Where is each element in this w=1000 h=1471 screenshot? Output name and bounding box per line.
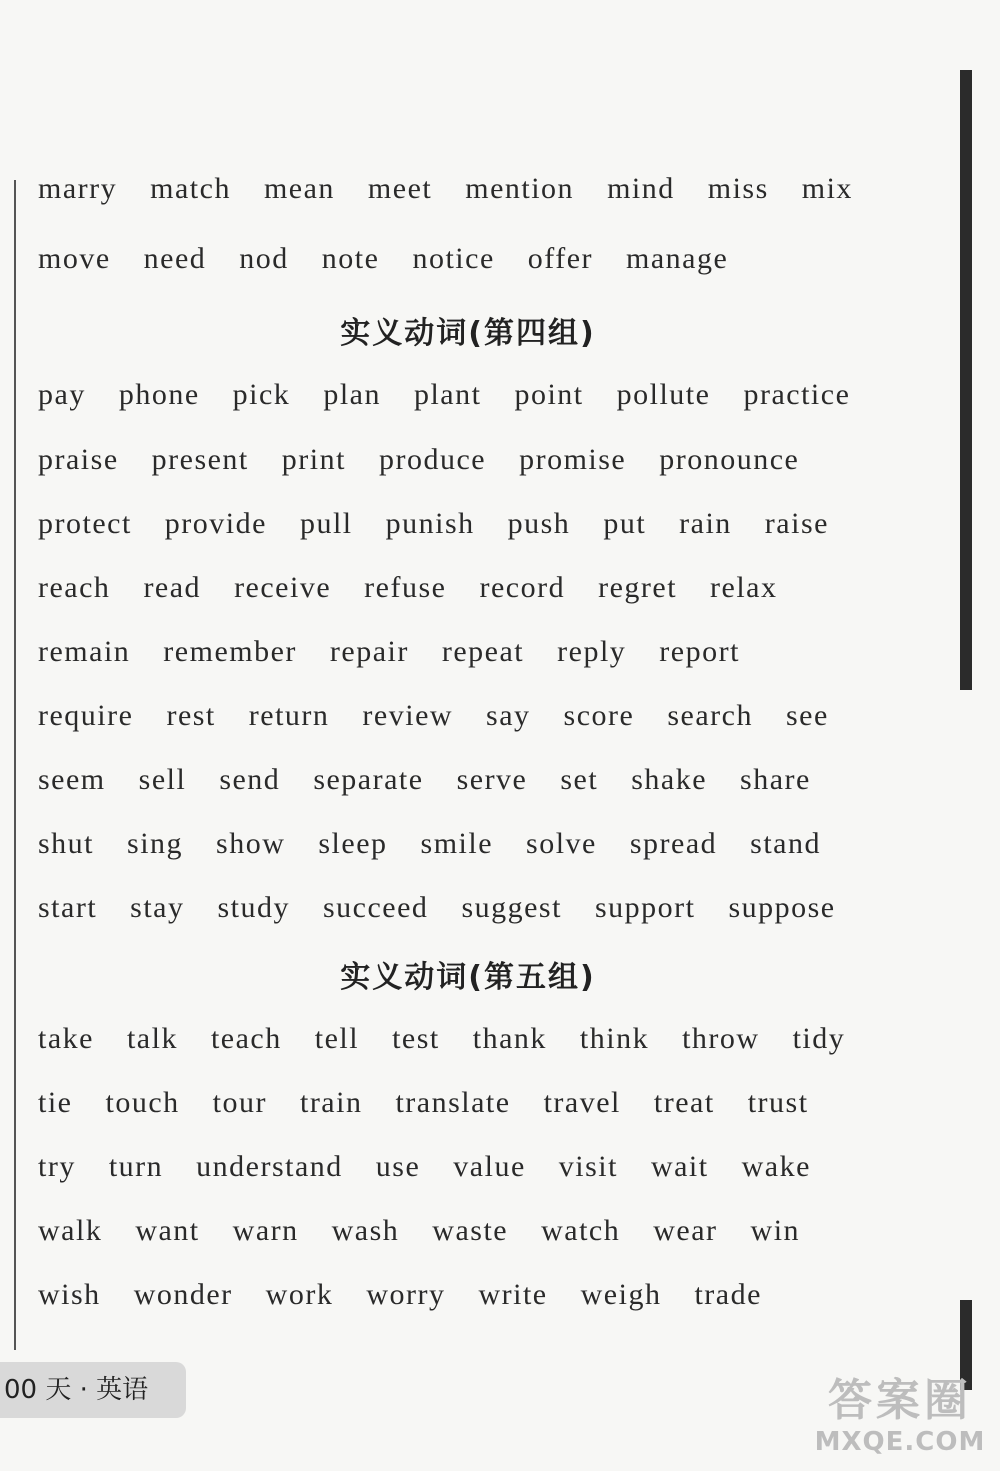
word-item: teach (210, 1022, 282, 1055)
word-item: want (135, 1214, 200, 1247)
word-item: refuse (364, 571, 447, 604)
word-item: relax (710, 571, 778, 604)
word-item: suppose (728, 891, 836, 924)
word-item: tour (212, 1086, 267, 1119)
word-item: shut (38, 827, 95, 860)
word-item: stand (750, 827, 821, 860)
word-row (38, 1278, 898, 1312)
word-item: sell (138, 763, 187, 796)
word-item: mix (801, 172, 853, 205)
heading-group-5: 实义动词(第五组) (340, 960, 596, 995)
word-item: send (219, 763, 281, 796)
word-item: test (392, 1022, 440, 1055)
word-item: talk (126, 1022, 178, 1055)
word-item: win (750, 1214, 801, 1247)
word-item: match (150, 172, 231, 205)
word-item: tie (38, 1086, 73, 1119)
word-item: smile (420, 827, 494, 860)
word-item: succeed (323, 891, 429, 924)
word-item: think (579, 1022, 650, 1055)
word-row (38, 763, 898, 797)
word-item: phone (118, 378, 200, 411)
word-row (38, 172, 898, 206)
word-item: plant (413, 378, 482, 411)
word-item: shake (631, 763, 708, 796)
word-item: review (362, 699, 454, 732)
word-item: pay (38, 378, 86, 411)
word-item: mind (607, 172, 675, 205)
word-item: treat (653, 1086, 715, 1119)
word-item: pronounce (659, 443, 800, 476)
word-item: pull (299, 507, 353, 540)
word-item: walk (38, 1214, 103, 1247)
word-item: work (265, 1278, 334, 1311)
word-item: sing (127, 827, 184, 860)
heading-group-4: 实义动词(第四组) (340, 316, 596, 351)
word-item: remain (38, 635, 131, 668)
word-item: set (560, 763, 599, 796)
word-item: stay (130, 891, 185, 924)
word-item: write (478, 1278, 548, 1311)
word-item: share (740, 763, 811, 796)
word-item: wear (653, 1214, 718, 1247)
word-item: marry (38, 172, 118, 205)
word-item: nod (239, 242, 289, 275)
word-item: sleep (318, 827, 388, 860)
word-item: travel (543, 1086, 621, 1119)
word-item: tell (314, 1022, 360, 1055)
word-item: trust (747, 1086, 809, 1119)
word-item: solve (526, 827, 597, 860)
word-item: pick (232, 378, 291, 411)
word-item: turn (108, 1150, 164, 1183)
word-row (38, 507, 898, 541)
word-item: take (38, 1022, 94, 1055)
word-item: rain (679, 507, 732, 540)
word-item: warn (232, 1214, 299, 1247)
word-item: trade (694, 1278, 762, 1311)
word-item: note (321, 242, 380, 275)
word-item: wake (741, 1150, 811, 1183)
watermark-top-text: 答案圈 (828, 1375, 972, 1426)
word-row (38, 699, 898, 733)
word-item: see (785, 699, 829, 732)
word-row (38, 827, 898, 861)
word-row (38, 571, 898, 605)
word-item: watch (541, 1214, 621, 1247)
word-item: reply (557, 635, 627, 668)
word-item: understand (196, 1150, 343, 1183)
word-item: miss (707, 172, 769, 205)
word-item: wash (331, 1214, 400, 1247)
word-item: repeat (441, 635, 525, 668)
word-item: support (594, 891, 696, 924)
left-margin-rule (14, 180, 16, 1350)
watermark-logo (810, 1375, 990, 1465)
word-item: search (667, 699, 753, 732)
word-item: read (143, 571, 202, 604)
word-item: need (143, 242, 207, 275)
watermark-bottom-text: MXQE.COM (814, 1427, 986, 1457)
word-item: move (38, 242, 111, 275)
word-row (38, 378, 898, 412)
word-item: wait (650, 1150, 709, 1183)
word-row (38, 1150, 898, 1184)
word-item: record (479, 571, 566, 604)
word-item: practice (743, 378, 851, 411)
word-item: tidy (792, 1022, 846, 1055)
word-row (38, 635, 898, 669)
word-item: mean (263, 172, 335, 205)
word-item: translate (395, 1086, 511, 1119)
word-item: use (375, 1150, 421, 1183)
word-item: touch (105, 1086, 180, 1119)
word-item: push (507, 507, 571, 540)
word-row (38, 1214, 898, 1248)
word-item: train (299, 1086, 363, 1119)
word-item: waste (432, 1214, 509, 1247)
word-item: produce (378, 443, 487, 476)
word-item: repair (329, 635, 409, 668)
word-row (38, 1086, 898, 1120)
word-item: separate (313, 763, 424, 796)
word-item: start (38, 891, 98, 924)
word-item: protect (38, 507, 132, 540)
word-item: notice (412, 242, 495, 275)
word-row (38, 891, 898, 925)
word-item: value (453, 1150, 526, 1183)
word-item: throw (682, 1022, 760, 1055)
word-item: mention (465, 172, 575, 205)
word-item: report (659, 635, 740, 668)
word-item: visit (558, 1150, 618, 1183)
footer-page-label: 00 天 · 英语 (0, 1362, 186, 1418)
word-item: praise (38, 443, 119, 476)
word-item: require (38, 699, 134, 732)
word-item: wonder (133, 1278, 233, 1311)
word-item: suggest (461, 891, 562, 924)
word-item: meet (367, 172, 433, 205)
word-item: regret (598, 571, 678, 604)
word-item: manage (626, 242, 729, 275)
word-item: rest (166, 699, 216, 732)
word-row (38, 242, 898, 276)
word-item: point (514, 378, 584, 411)
word-item: weigh (580, 1278, 662, 1311)
word-item: provide (164, 507, 267, 540)
word-item: plan (323, 378, 381, 411)
word-item: reach (38, 571, 111, 604)
word-item: worry (366, 1278, 446, 1311)
word-item: print (281, 443, 346, 476)
word-item: seem (38, 763, 106, 796)
word-item: put (603, 507, 647, 540)
word-row (38, 1022, 898, 1056)
word-item: present (151, 443, 249, 476)
word-item: wish (38, 1278, 101, 1311)
word-item: offer (527, 242, 594, 275)
word-item: spread (629, 827, 718, 860)
word-item: show (216, 827, 286, 860)
word-item: receive (234, 571, 332, 604)
word-item: score (563, 699, 635, 732)
page-edge-shadow (960, 70, 972, 690)
word-item: say (486, 699, 531, 732)
word-item: remember (163, 635, 297, 668)
word-item: pollute (616, 378, 711, 411)
word-item: try (38, 1150, 76, 1183)
word-item: study (217, 891, 290, 924)
word-row (38, 443, 898, 477)
word-item: raise (764, 507, 829, 540)
word-item: thank (472, 1022, 547, 1055)
word-item: punish (385, 507, 475, 540)
word-item: promise (519, 443, 627, 476)
word-item: serve (456, 763, 528, 796)
word-item: return (248, 699, 330, 732)
